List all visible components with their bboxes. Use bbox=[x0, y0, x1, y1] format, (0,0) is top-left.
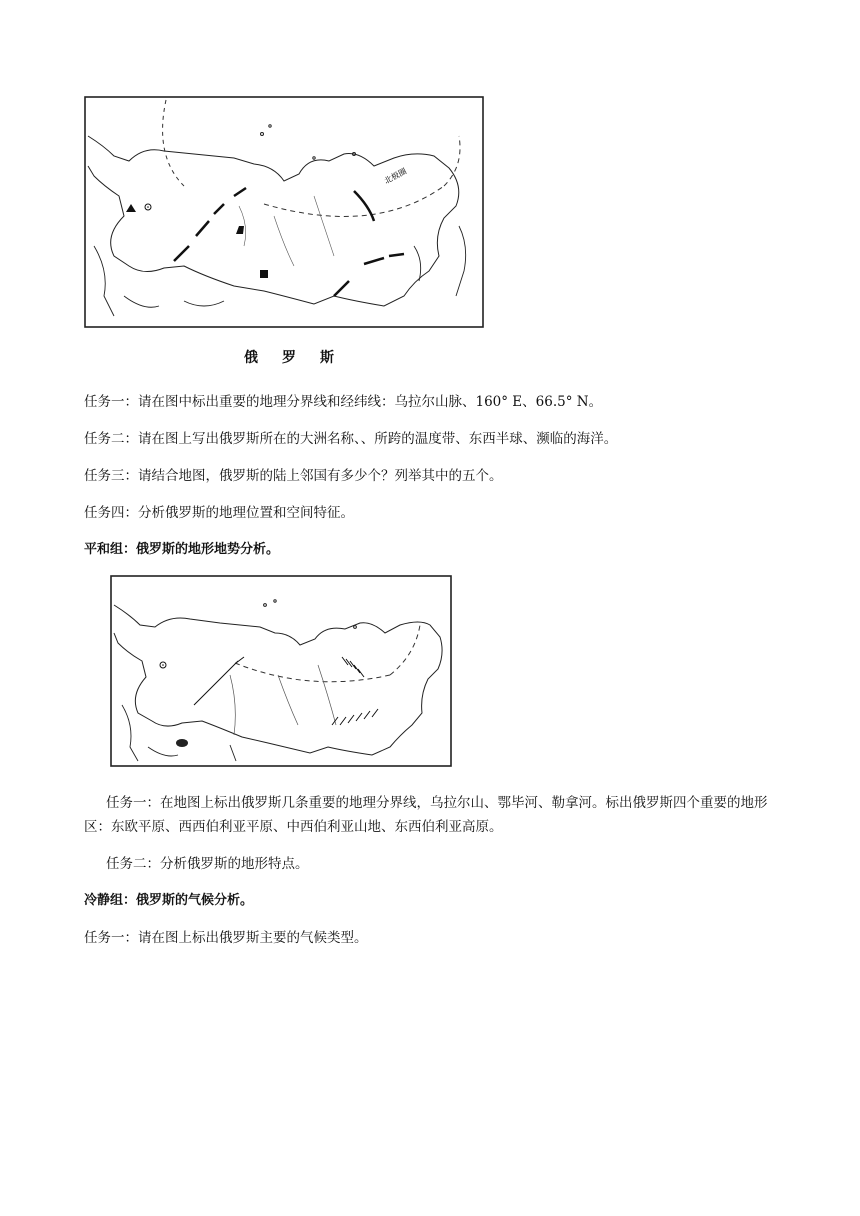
square-symbol bbox=[260, 270, 268, 278]
task-2-1: 任务一：在地图上标出俄罗斯几条重要的地理分界线，乌拉尔山、鄂毕河、勒拿河。标出俄罗斯四个重要的地形区：东欧平原、西西伯利亚平原、中西伯利亚山地、东西伯利亚高原。 bbox=[84, 795, 768, 835]
task-2-2: 任务二：分析俄罗斯的地形特点。 bbox=[106, 856, 309, 872]
task-1-3: 任务三：请结合地图，俄罗斯的陆上邻国有多少个？列举其中的五个。 bbox=[84, 468, 503, 484]
task-1-1: 任务一：请在图中标出重要的地理分界线和经纬线：乌拉尔山脉、160° E、66.5° N。 bbox=[84, 394, 603, 410]
arctic-circle-label: 北极圈 bbox=[382, 166, 409, 186]
task-1-2: 任务二：请在图上写出俄罗斯所在的大洲名称、、所跨的温度带、东西半球、濒临的海洋。 bbox=[84, 431, 618, 447]
task-1-4: 任务四：分析俄罗斯的地理位置和空间特征。 bbox=[84, 505, 354, 521]
group3-heading: 冷静组：俄罗斯的气候分析。 bbox=[84, 893, 254, 908]
russia-outline-map bbox=[84, 96, 484, 328]
map-caption: 俄 罗 斯 bbox=[244, 350, 334, 366]
group2-heading: 平和组：俄罗斯的地形地势分析。 bbox=[84, 542, 280, 557]
task-3-1: 任务一：请在图上标出俄罗斯主要的气候类型。 bbox=[84, 930, 368, 946]
russia-terrain-map bbox=[110, 575, 452, 767]
